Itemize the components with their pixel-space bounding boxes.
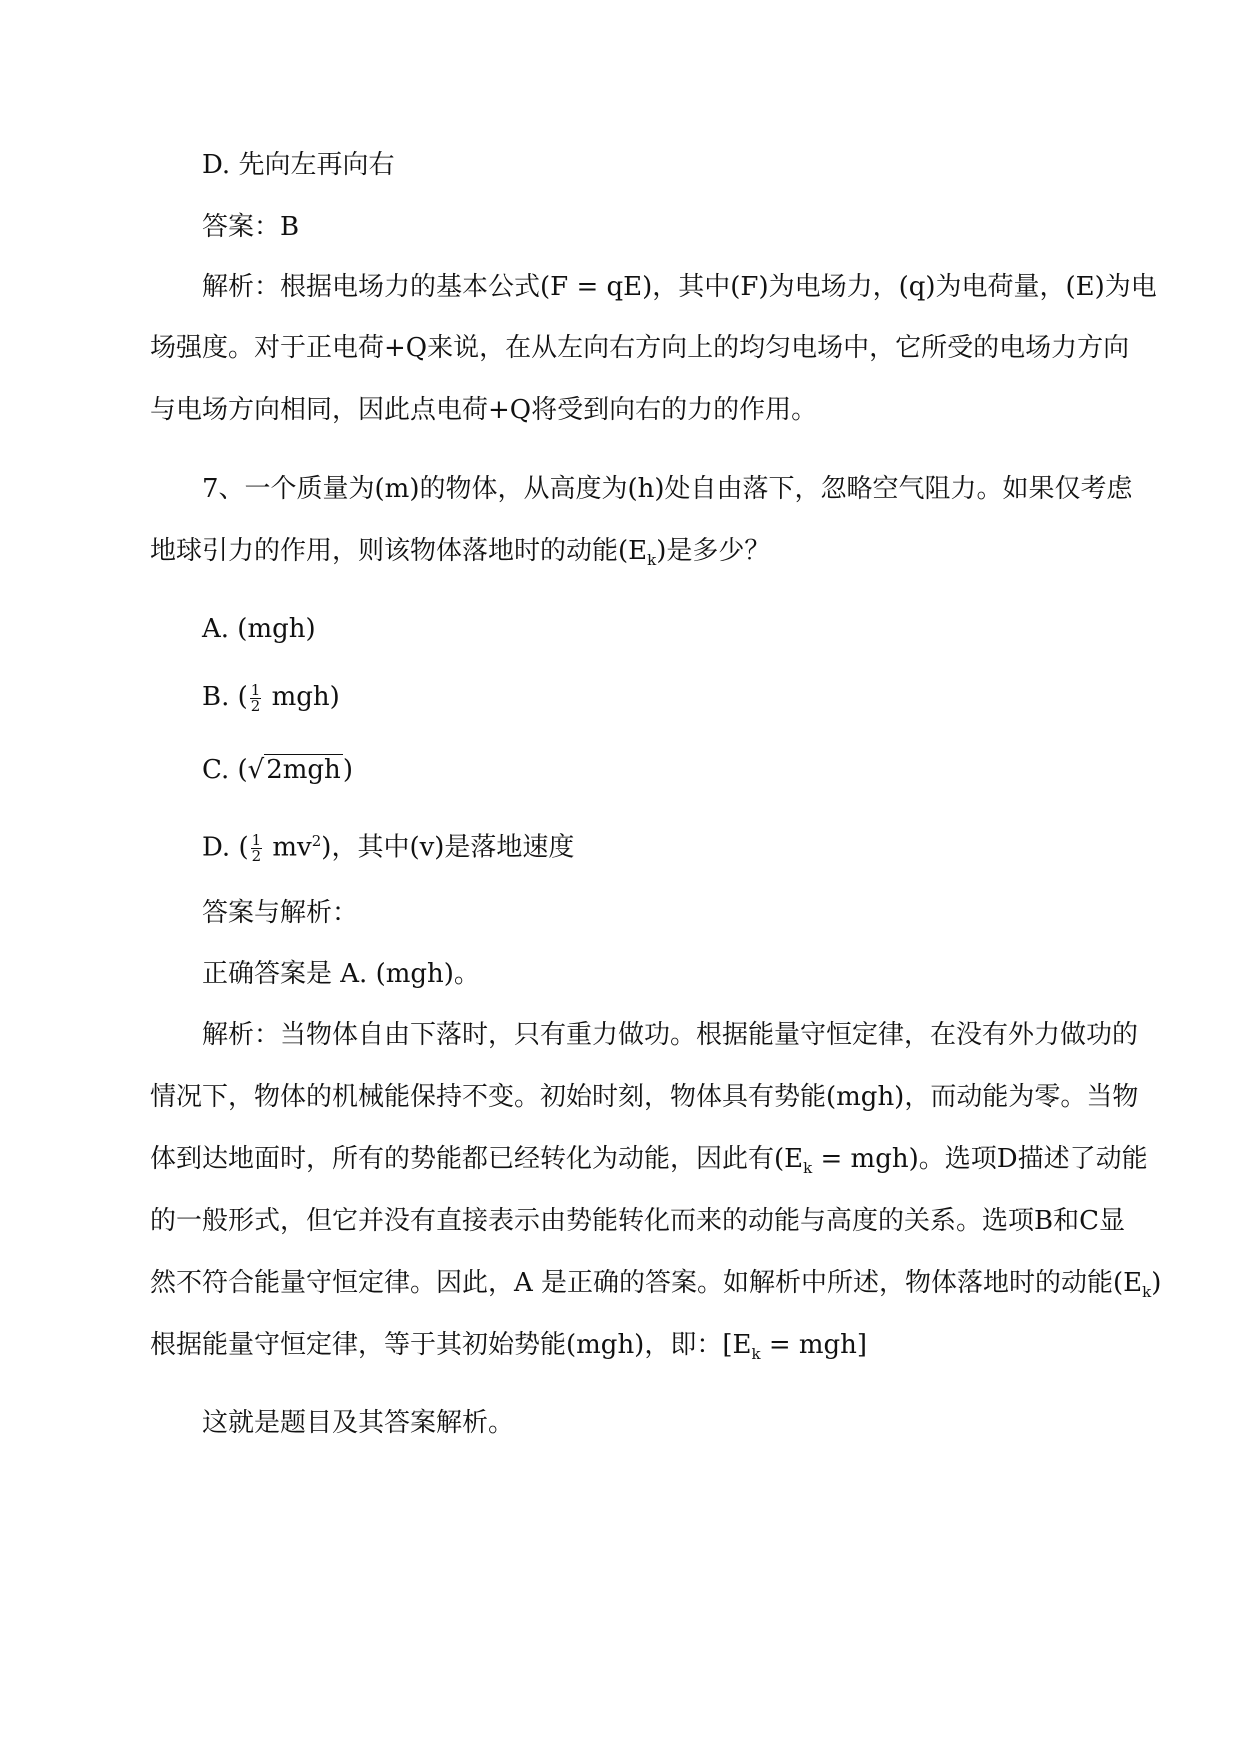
analysis2-line-6 bbox=[150, 1328, 1100, 1371]
subscript: k bbox=[1142, 1283, 1152, 1302]
analysis2-line-5 bbox=[150, 1266, 1162, 1309]
analysis2-line-2 bbox=[150, 1080, 1139, 1114]
question-7-line-2 bbox=[150, 534, 1100, 577]
subscript: k bbox=[647, 551, 657, 570]
text: 解析：根据电场力的基本公式(F = qE)，其中(F)为电场力，(q)为电荷量，(E)为电 bbox=[202, 272, 1157, 302]
analysis-line-2 bbox=[150, 331, 1130, 365]
text: B. ( bbox=[202, 682, 248, 712]
text: A. (mgh) bbox=[202, 614, 316, 644]
text: 然不符合能量守恒定律。因此，A 是正确的答案。如解析中所述，物体落地时的动能(E bbox=[150, 1268, 1143, 1298]
superscript: 2 bbox=[311, 832, 322, 850]
answer-line bbox=[202, 210, 1241, 244]
subscript: k bbox=[803, 1159, 813, 1178]
text: 正确答案是 A. (mgh)。 bbox=[202, 959, 480, 989]
sqrt-symbol: √2mgh bbox=[247, 755, 341, 785]
analysis2-line-1 bbox=[202, 1018, 1241, 1052]
analysis-line-1 bbox=[202, 270, 1241, 304]
option-b bbox=[202, 680, 1241, 714]
numerator: 1 bbox=[251, 831, 262, 850]
text: D. ( bbox=[202, 832, 249, 863]
fraction bbox=[251, 833, 263, 864]
radicand: 2mgh bbox=[266, 755, 341, 785]
text: 场强度。对于正电荷+Q来说，在从左向右方向上的均匀电场中，它所受的电场力方向 bbox=[150, 333, 1130, 363]
text: 的一般形式，但它并没有直接表示由势能转化而来的动能与高度的关系。选项B和C显 bbox=[150, 1206, 1126, 1236]
text: 地球引力的作用，则该物体落地时的动能(E bbox=[150, 536, 648, 566]
text: 情况下，物体的机械能保持不变。初始时刻，物体具有势能(mgh)，而动能为零。当物 bbox=[150, 1082, 1139, 1112]
text: mv bbox=[264, 832, 312, 863]
option-d bbox=[202, 824, 1241, 865]
analysis2-line-3 bbox=[150, 1142, 1148, 1185]
text: 答案与解析： bbox=[202, 898, 359, 928]
option-c bbox=[202, 753, 1241, 787]
analysis-line-3 bbox=[150, 393, 1100, 427]
text: 7、一个质量为(m)的物体，从高度为(h)处自由落下，忽略空气阻力。如果仅考虑 bbox=[202, 474, 1133, 504]
text: ) bbox=[342, 755, 353, 785]
text: ) bbox=[1151, 1268, 1162, 1298]
question-7-line-1 bbox=[202, 472, 1241, 506]
text: mgh) bbox=[263, 682, 340, 712]
text: D. 先向左再向右 bbox=[202, 150, 395, 180]
option-a bbox=[202, 612, 1241, 646]
text: 解析：当物体自由下落时，只有重力做功。根据能量守恒定律，在没有外力做功的 bbox=[202, 1020, 1139, 1050]
correct-answer bbox=[202, 957, 1241, 991]
option-d-prev bbox=[202, 148, 1241, 182]
text: 根据能量守恒定律，等于其初始势能(mgh)，即：[E bbox=[150, 1330, 752, 1360]
text: 与电场方向相同，因此点电荷+Q将受到向右的力的作用。 bbox=[150, 395, 818, 425]
answer-heading bbox=[202, 896, 1241, 930]
text: 答案：B bbox=[202, 212, 300, 242]
text: 体到达地面时，所有的势能都已经转化为动能，因此有(E bbox=[150, 1144, 804, 1174]
subscript: k bbox=[751, 1345, 761, 1364]
denominator: 2 bbox=[251, 847, 262, 866]
analysis2-line-4 bbox=[150, 1204, 1126, 1238]
fraction bbox=[250, 680, 262, 715]
text: = mgh)。选项D描述了动能 bbox=[812, 1144, 1148, 1174]
text: C. ( bbox=[202, 755, 248, 785]
closing-line bbox=[202, 1406, 1241, 1440]
text: )，其中(v)是落地速度 bbox=[321, 832, 575, 863]
denominator: 2 bbox=[250, 696, 261, 715]
text: )是多少？ bbox=[656, 536, 771, 566]
numerator: 1 bbox=[250, 680, 261, 699]
text: 这就是题目及其答案解析。 bbox=[202, 1408, 515, 1438]
text: = mgh] bbox=[760, 1330, 868, 1360]
